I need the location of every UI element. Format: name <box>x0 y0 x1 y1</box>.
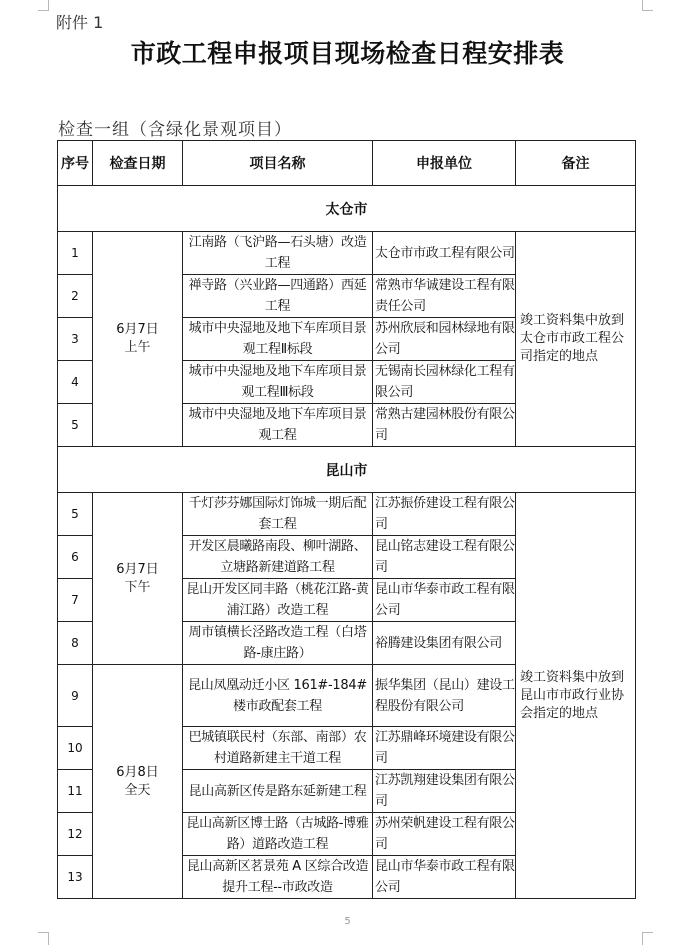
applicant-unit: 无锡南长园林绿化工程有限公司 <box>373 361 516 404</box>
inspection-date: 6月7日 <box>116 322 159 337</box>
row-number: 2 <box>58 275 93 318</box>
project-name: 昆山高新区博士路（古城路-博雅路）道路改造工程 <box>183 813 373 856</box>
project-name: 巴城镇联民村（东部、南部）农村道路新建主干道工程 <box>183 727 373 770</box>
project-name: 千灯莎芬娜国际灯饰城一期后配套工程 <box>183 493 373 536</box>
applicant-unit: 振华集团（昆山）建设工程股份有限公司 <box>373 665 516 727</box>
row-number: 10 <box>58 727 93 770</box>
applicant-unit: 昆山铭志建设工程有限公司 <box>373 536 516 579</box>
crop-mark-top-right <box>642 0 653 11</box>
inspection-time: 全天 <box>124 782 151 798</box>
row-number: 9 <box>58 665 93 727</box>
applicant-unit: 裕腾建设集团有限公司 <box>373 622 516 665</box>
section-row-taicang <box>58 186 636 232</box>
section-title-kunshan: 昆山市 <box>58 447 636 493</box>
applicant-unit: 苏州欣辰和园林绿地有限公司 <box>373 318 516 361</box>
inspection-date: 6月7日 <box>116 561 159 577</box>
row-number: 3 <box>58 318 93 361</box>
column-header-date: 检查日期 <box>93 141 183 186</box>
table-header-row <box>58 141 636 186</box>
inspection-time: 下午 <box>124 579 151 595</box>
row-number: 13 <box>58 856 93 899</box>
applicant-unit: 江苏凯翔建设集团有限公司 <box>373 770 516 813</box>
project-name: 城市中央湿地及地下车库项目景观工程Ⅲ标段 <box>183 361 373 404</box>
inspection-time: 上午 <box>124 340 151 355</box>
project-name: 禅寺路（兴业路—四通路）西延工程 <box>183 275 373 318</box>
row-number: 11 <box>58 770 93 813</box>
crop-mark-bottom-left <box>38 932 49 945</box>
row-number: 7 <box>58 579 93 622</box>
applicant-unit: 苏州荣帆建设工程有限公司 <box>373 813 516 856</box>
inspection-date-cell <box>93 493 183 665</box>
applicant-unit: 昆山市华泰市政工程有限公司 <box>373 579 516 622</box>
table-row <box>58 232 636 275</box>
row-number: 5 <box>58 404 93 447</box>
project-name: 昆山开发区同丰路（桃花江路-黄浦江路）改造工程 <box>183 579 373 622</box>
row-number: 12 <box>58 813 93 856</box>
applicant-unit: 常熟市华诚建设工程有限责任公司 <box>373 275 516 318</box>
section-row-kunshan <box>58 447 636 493</box>
document-title: 市政工程申报项目现场检查日程安排表 <box>130 39 565 68</box>
applicant-unit: 江苏振侨建设工程有限公司 <box>373 493 516 536</box>
project-name: 周市镇横长泾路改造工程（白塔路-康庄路） <box>183 622 373 665</box>
remark-cell: 竣工资料集中放到昆山市市政行业协会指定的地点 <box>516 493 636 899</box>
column-header-unit: 申报单位 <box>373 141 516 186</box>
schedule-table <box>57 140 636 899</box>
crop-mark-top-left <box>38 0 49 11</box>
applicant-unit: 江苏鼎峰环境建设有限公司 <box>373 727 516 770</box>
inspection-date-cell <box>93 232 183 447</box>
column-header-project: 项目名称 <box>183 141 373 186</box>
section-title-taicang: 太仓市 <box>58 186 636 232</box>
row-number: 5 <box>58 493 93 536</box>
page-number: 5 <box>344 916 351 927</box>
project-name: 城市中央湿地及地下车库项目景观工程Ⅱ标段 <box>183 318 373 361</box>
row-number: 8 <box>58 622 93 665</box>
crop-mark-bottom-right <box>642 932 653 945</box>
project-name: 昆山高新区茗景苑 A 区综合改造提升工程--市政改造 <box>183 856 373 899</box>
row-number: 4 <box>58 361 93 404</box>
row-number: 6 <box>58 536 93 579</box>
applicant-unit: 昆山市华泰市政工程有限公司 <box>373 856 516 899</box>
row-number: 1 <box>58 232 93 275</box>
project-name: 昆山高新区传是路东延新建工程 <box>183 770 373 813</box>
applicant-unit: 太仓市市政工程有限公司 <box>373 232 516 275</box>
inspection-date-cell <box>93 665 183 899</box>
attachment-label: 附件 1 <box>56 13 104 32</box>
group-title: 检查一组（含绿化景观项目） <box>58 120 292 140</box>
project-name: 江南路（飞沪路—石头塘）改造工程 <box>183 232 373 275</box>
remark-cell: 竣工资料集中放到太仓市市政工程公司指定的地点 <box>516 232 636 447</box>
table-row <box>58 493 636 536</box>
project-name: 城市中央湿地及地下车库项目景观工程 <box>183 404 373 447</box>
applicant-unit: 常熟古建园林股份有限公司 <box>373 404 516 447</box>
inspection-date: 6月8日 <box>116 764 159 780</box>
project-name: 昆山凤凰动迁小区 161#-184#楼市政配套工程 <box>183 665 373 727</box>
column-header-remark: 备注 <box>516 141 636 186</box>
column-header-no: 序号 <box>58 141 93 186</box>
project-name: 开发区晨曦路南段、柳叶湖路、立塘路新建道路工程 <box>183 536 373 579</box>
